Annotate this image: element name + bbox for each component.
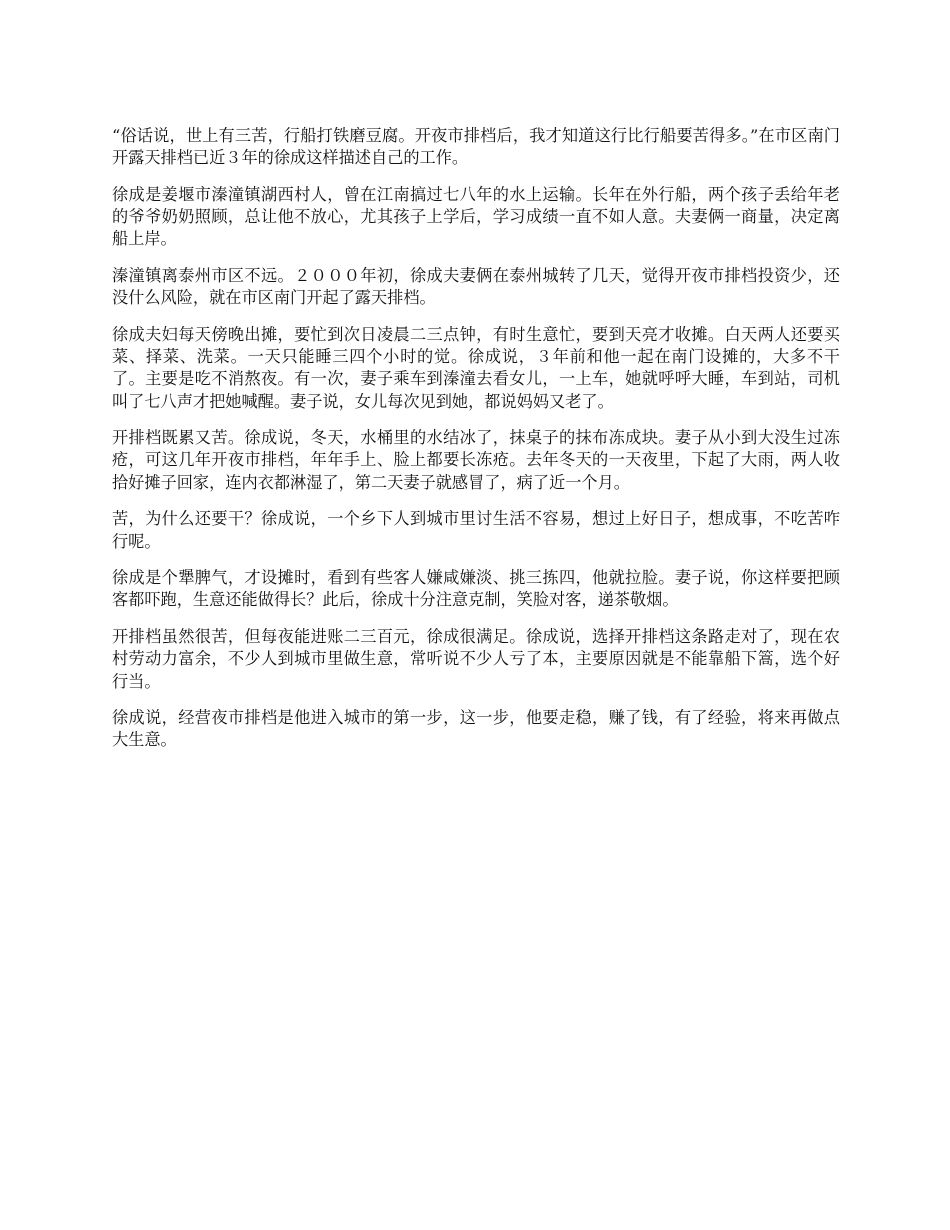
paragraph-2: 徐成是姜堰市溱潼镇湖西村人，曾在江南搞过七八年的水上运输。长年在外行船，两个孩子丢给年老的爷爷奶奶照顾，总让他不放心，尤其孩子上学后，学习成绩一直不如人意。夫妻俩一商量，决定离船上岸。 <box>112 184 840 249</box>
article-body <box>112 125 840 766</box>
paragraph-9: 徐成说，经营夜市排档是他进入城市的第一步，这一步，他要走稳，赚了钱，有了经验，将来再做点大生意。 <box>112 708 840 750</box>
paragraph-8: 开排档虽然很苦，但每夜能进账二三百元，徐成很满足。徐成说，选择开排档这条路走对了，现在农村劳动力富余，不少人到城市里做生意，常听说不少人亏了本，主要原因就是不能靠船下篙，选个好行当。 <box>112 627 840 691</box>
paragraph-3: 溱潼镇离泰州市区不远。２０００年初，徐成夫妻俩在泰州城转了几天，觉得开夜市排档投资少，还没什么风险，就在市区南门开起了露天排档。 <box>112 266 840 308</box>
paragraph-4: 徐成夫妇每天傍晚出摊，要忙到次日凌晨二三点钟，有时生意忙，要到天亮才收摊。白天两人还要买菜、择菜、洗菜。一天只能睡三四个小时的觉。徐成说，３年前和他一起在南门设摊的，大多不干了。主要是吃不消熬夜。有一次，妻子乘车到溱潼去看女儿，一上车，她就呼呼大睡，车到站，司机叫了七八声才把她喊醒。妻子说，女儿每次见到她，都说妈妈又老了。 <box>112 324 840 411</box>
paragraph-5: 开排档既累又苦。徐成说，冬天，水桶里的水结冰了，抹桌子的抹布冻成块。妻子从小到大没生过冻疮，可这几年开夜市排档，年年手上、脸上都要长冻疮。去年冬天的一天夜里，下起了大雨，两人收拾好摊子回家，连内衣都淋湿了，第二天妻子就感冒了，病了近一个月。 <box>112 428 840 492</box>
paragraph-6: 苦，为什么还要干？徐成说，一个乡下人到城市里讨生活不容易，想过上好日子，想成事，不吃苦咋行呢。 <box>112 509 840 551</box>
paragraph-1: “俗话说，世上有三苦，行船打铁磨豆腐。开夜市排档后，我才知道这行比行船要苦得多。”在市区南门开露天排档已近３年的徐成这样描述自己的工作。 <box>112 126 840 168</box>
paragraph-7: 徐成是个犟脾气，才设摊时，看到有些客人嫌咸嫌淡、挑三拣四，他就拉脸。妻子说，你这样要把顾客都吓跑，生意还能做得长？此后，徐成十分注意克制，笑脸对客，递茶敬烟。 <box>112 568 840 610</box>
